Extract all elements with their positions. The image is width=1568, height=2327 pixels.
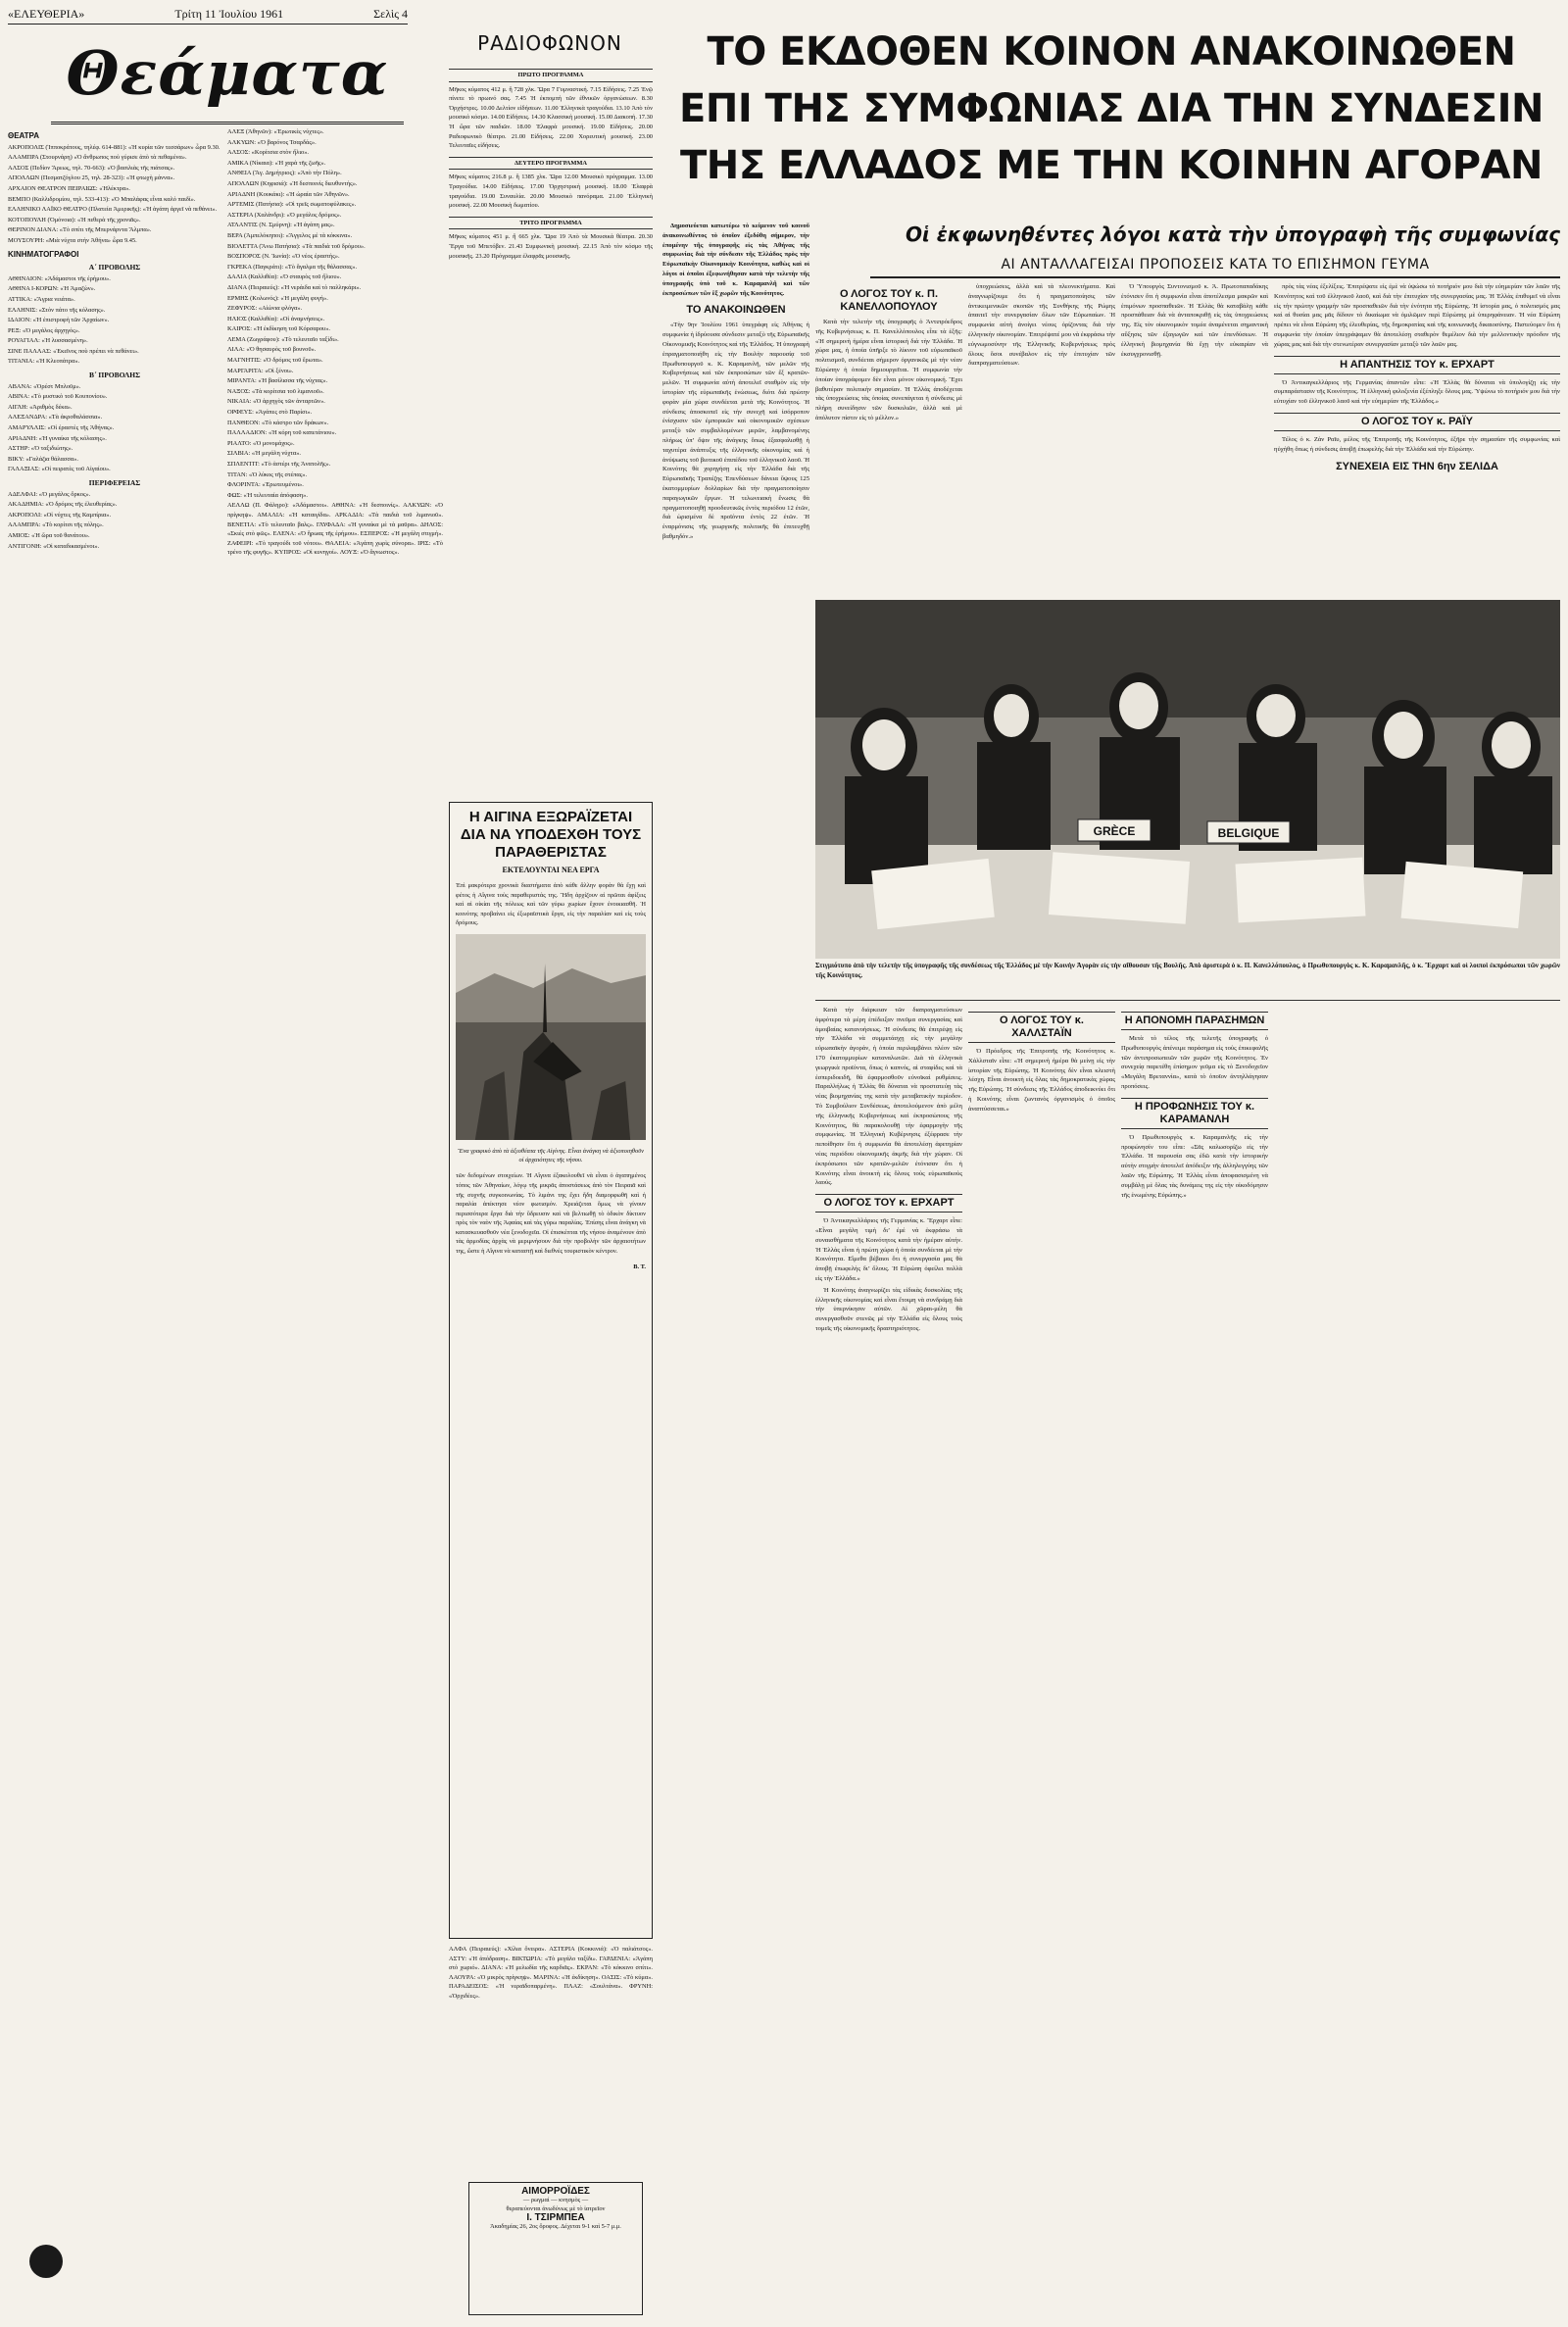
list-item: ΑΚΡΟΠΟΛΙΣ (Ἱπποκράτους, τηλέφ. 614-881): «Ἡ κυρία τῶν τεσσάρων» ὧρα 9.30. (8, 143, 220, 151)
list-item: ΚΑΙΡΟΣ: «Ἡ ἐκδίκηση τοῦ Κόρσαρου». (227, 325, 331, 333)
list-item: ΑΒΙΝΑ: «Τὸ μυστικὸ τοῦ Κουπονίου». (8, 393, 108, 401)
article-column-b (815, 1006, 962, 2319)
list-item: ΟΡΦΕΥΣ: «Ἀγάπες στὸ Παρίσι». (227, 409, 313, 417)
headline-line-2: ΕΠΙ ΤΗΣ ΣΥΜΦΩΝΙΑΣ ΔΙΑ ΤΗΝ ΣΥΝΔΕΣΙΝ (679, 86, 1544, 131)
list-item: ΝΑΞΟΣ: «Τὰ κορίτσια τοῦ λιμανιοῦ». (227, 387, 324, 395)
kanellopoulos-text: Κατὰ τὴν τελετὴν τῆς ὑπογραφῆς ὁ Ἀντιπρόεδρος τῆς Κυβερνήσεως κ. Π. Κανελλόπουλος εἶπε τὰ ἑξῆς: «Ἡ σημερινὴ ἡμέρα εἶναι ἱστορικὴ διὰ τὴν Ἑλλάδα. Ἡ χώρα μας, ἡ ὁποία ὑπῆρξε τὸ λίκνον τοῦ εὐρωπαϊκοῦ πολιτισμοῦ, συνδέεται σήμερον ὀργανικῶς μὲ τὴν νέαν Εὐρώπην ἡ ὁποία δημιουργεῖται. Ἡ συμφωνία τὴν ὁποίαν ὑπογράφομεν δὲν εἶναι μόνον οἰκονομική. Ἔχει βαθυτέραν πολιτικὴν σημασίαν. Ἡ Ἑλλὰς ἀποδέχεται τὰς ὑποχρεώσεις τὰς ὁποίας συνεπάγεται ἡ σύνδεσις μὲ πλήρη συνείδησιν τῶν δυσκολιῶν, ἀλλὰ καὶ μὲ ἀπόλυτον πίστιν εἰς τὸ μέλλον.» (815, 319, 962, 421)
list-item: ΑΤΛΑΝΤΙΣ (Ν. Σμύρνη): «Ἡ ἀγάπη μας». (227, 222, 335, 229)
list-item: ΣΠΛΕΝΤΙΤ: «Τὸ ἀστέρι τῆς Ἀνατολῆς». (227, 461, 331, 468)
erhard-heading: Ο ΛΟΓΟΣ ΤΟΥ κ. ΕΡΧΑΡΤ (815, 1194, 962, 1213)
list-item: ΔΑΛΙΑ (Καλλιθέα): «Ὁ σταυρὸς τοῦ ἥλιου». (227, 273, 342, 281)
headline-subdeck: ΑΙ ΑΝΤΑΛΛΑΓΕΙΣΑΙ ΠΡΟΠΟΣΕΙΣ ΚΑΤΑ ΤΟ ΕΠΙΣΗΜΟΝ ΓΕΥΜΑ (870, 253, 1560, 278)
ad-title: ΑΙΜΟΡΡΟΪΔΕΣ (521, 2186, 590, 2197)
kanellopoulos-heading: Ο ΛΟΓΟΣ ΤΟΥ κ. Π. ΚΑΝΕΛΛΟΠΟΥΛΟΥ (839, 288, 939, 313)
list-item: ΑΣΤΗΡ: «Ὁ ταξιδιώτης». (8, 445, 74, 453)
list-item: ΓΑΛΑΞΙΑΣ: «Οἱ πειρατὲς τοῦ Αἰγαίου». (8, 466, 111, 473)
article-column-a (662, 222, 809, 2319)
a-provoli-label: Α΄ ΠΡΟΒΟΛΗΣ (88, 263, 141, 272)
list-item: ΠΑΝΘΕΟΝ: «Τὸ κάστρο τῶν δράκων». (227, 419, 329, 426)
list-item: ΑΠΟΛΛΩΝ (Κηφισιά): «Ἡ δεσποινίς διευθυντής». (227, 179, 358, 187)
list-item: ΑΣΤΕΡΙΑ (Χαλάνδρι): «Ὁ μεγάλος δρόμος». (227, 211, 342, 219)
list-item: ΑΙΓΛΗ: «Ἀριθμὸς δέκα». (8, 403, 73, 411)
photo-caption: Στιγμιότυπο ἀπὸ τὴν τελετὴν τῆς ὑπογραφῆς τῆς συνδέσεως τῆς Ἑλλάδος μὲ τὴν Κοινὴν Ἀγορὰν εἰς τὴν αἴθουσαν τῆς Βουλῆς. Ἀπὸ ἀριστερὰ ὁ κ. Π. Κανελλόπουλος, ὁ Πρωθυπουργὸς κ. Κ. Καραμανλῆς, ὁ κ. Ἔρχαρτ καὶ οἱ λοιποὶ ἐκπρόσωποι τῶν χωρῶν τῆς Κοινότητος. (815, 961, 1560, 1001)
erhard-text: Ὁ Ἀντικαγκελλάριος τῆς Γερμανίας κ. Ἔρχαρτ εἶπε: «Εἶναι μεγάλη τιμὴ δι’ ἐμὲ νὰ ἐκφράσω τὰ συναισθήματα τῆς Κοινότητος κατὰ τὴν ἡμέραν αὐτήν. Ἡ Ἑλλὰς εἶναι ἡ πρώτη χώρα ἡ ὁποία συνδέεται μὲ τὴν Κοινότητα. Εἴμεθα βέβαιοι ὅτι ἡ συνεργασία μας θὰ ἀποβῇ ἐπωφελὴς δι’ ὅλους. Ἡ Εὐρώπη ὀφείλει πολλὰ εἰς τὴν Ἑλλάδα.» (815, 1217, 962, 1282)
list-item: ΡΟΥΑΓΙΑΛ: «Ἡ λυσσασμένη». (8, 337, 88, 345)
list-item: ΑΝΤΙΓΟΝΗ: «Οἱ καταδικασμένοι». (8, 542, 100, 550)
article-text: ὑποχρεώσεις, ἀλλὰ καὶ τὰ πλεονεκτήματα. Καὶ ἀναγνωρίζουμε ὅτι ἡ πραγματοποίησις τῶν ἀντικειμενικῶν σκοπῶν τῆς Συνθήκης τῆς Ρώμης ἀπαιτεῖ τὴν συνεργασίαν ὅλων τῶν Εὐρωπαίων. Ἡ συμφωνία αὐτὴ ἀνοίγει νέους ὁρίζοντας διὰ τὴν ἑλληνικὴν οἰκονομίαν. Ἐπιτρέψατέ μου νὰ ἐκφράσω τὴν εὐγνωμοσύνην τῆς Ἑλληνικῆς Κυβερνήσεως πρὸς ὅλους ὅσοι συνέβαλον εἰς τὴν ἐπιτυχίαν τῶν διαπραγματεύσεων. (968, 283, 1115, 368)
list-item: ΔΙΑΝΑ (Πειραιεύς): «Ἡ νεράιδα καὶ τὸ παλληκάρι». (227, 283, 362, 291)
listings-column-1 (8, 127, 221, 2319)
theamata-title: Θεάματα (66, 36, 389, 109)
list-item: ΑΝΘΕΙΑ (Ἅγ. Δημήτριος): «Ἀπὸ τὴν Πόλη». (227, 170, 342, 177)
list-item: ΣΙΝΕ ΠΑΛΛΑΣ: «Ἐκεῖνος ποὺ πρέπει νὰ πεθάνει». (8, 347, 139, 355)
list-item: ΒΟΣΠΟΡΟΣ (Ν. Ἰωνία): «Ὁ νέος ἐραστής». (227, 253, 340, 261)
second-program-text: Μῆκος κύματος 216.8 μ. ἢ 1385 χλκ. Ὥρα 12.00 Μουσικὸ πρόγραμμα. 13.00 Τραγούδια. 14.00 Εἰδήσεις. 17.00 Ὀρχηστρικὴ μουσική. 18.00 Ἐλαφρὰ τραγούδια. 19.00 Συναυλία. 20.00 Μουσικὸ πανόραμα. 21.00 Ἑλληνικὴ μουσική. 22.00 Μουσικὴ δωματίου. (449, 173, 653, 210)
aigina-text-2: τῶν δεδομένων στοιχείων. Ἡ Αἴγινα ἐξακολουθεῖ νὰ εἶναι ὁ ἀγαπημένος τόπος τῶν Ἀθηναίων, λόγῳ τῆς μικρᾶς ἀποστάσεως ἀπὸ τὸν Πειραιᾶ καὶ τῆς συχνῆς συγκοινωνίας. Τὸ λιμάνι της ἔχει ἤδη διαμορφωθῆ καὶ ἡ παραλία ἀπέκτησε νέον φωτισμόν. Χρειάζεται ὅμως νὰ γίνουν περισσότερα ἔργα διὰ τὴν ὕδρευσιν καὶ νὰ βελτιωθῇ τὸ ὁδικὸν δίκτυον πρὸς τὸν ναὸν τῆς Ἀφαίας καὶ τὰς γύρω παραλίας. Ἐπίσης εἶναι ἀνάγκη νὰ κατασκευασθοῦν νέα ξενοδοχεῖα. Οἱ ἐπισκέπται τῆς νήσου ἀναμένουν ἀπὸ τὰς ἁρμοδίας ἀρχὰς νὰ μεριμνήσουν διὰ τὴν προβολὴν τῶν ἀρχαιοτήτων της, ὥστε ἡ Αἴγινα νὰ καταστῇ καὶ διεθνὲς τουριστικὸν κέντρον. (456, 1172, 646, 1256)
theatra-label: ΘΕΑΤΡΑ (8, 131, 40, 140)
periferia-list (8, 490, 221, 552)
list-item: ΑΘΗΝΑ Ι-ΚΟΡΩΝ: «Ἡ Ἀμαζών». (8, 285, 96, 293)
ad-line-2: θεραπεύονται ἀνωδύνως μὲ τὸ ἰατρεῖον (506, 2205, 606, 2212)
third-program-text: Μῆκος κύματος 451 μ. ἢ 665 χλκ. Ὥρα 19 Ἀπὸ τὰ Μουσικὰ θέατρα. 20.30 Ἔργα τοῦ Μπετόβεν. 21.43 Συμφωνικὴ μουσική. 22.15 Ἀπὸ τὸν κόσμο τῆς μουσικῆς. 23.20 Πρόγραμμα ἐλαφρᾶς μουσικῆς. (449, 233, 653, 260)
list-item: ΕΛΛΗΝΙΣ: «Στὸν πάτο τῆς κόλασης». (8, 306, 106, 314)
list-item: ΚΟΤΟΠΟΥΛΗ (Ὀμόνοια): «Ἡ πεθερὰ τῆς χρονιᾶς». (8, 216, 141, 223)
communique-text: «Τὴν 9ην Ἰουλίου 1961 ὑπεγράφη εἰς Ἀθήνας ἡ συμφωνία ἡ ἱδρύουσα σύνδεσιν μεταξὺ τῆς Εὐρωπαϊκῆς Οἰκονομικῆς Κοινότητος καὶ τῆς Ἑλλάδος. Ἡ ὑπογραφὴ ἐπραγματοποιήθη εἰς τὴν Βουλὴν παρουσίᾳ τοῦ Πρωθυπουργοῦ κ. Κ. Καραμανλῆ, τῶν μελῶν τῆς Κυβερνήσεως καὶ τῶν ἐκπροσώπων τῶν ἓξ κρατῶν-μελῶν. Ἡ συμφωνία αὐτὴ ἀποτελεῖ σταθμὸν εἰς τὴν ἱστορίαν τῆς εὐρωπαϊκῆς ἑνώσεως, διότι διὰ πρώτην φορὰν μία χώρα συνδέεται μετὰ τῆς Κοινότητος. Ἡ σύνδεσις ἀποσκοπεῖ εἰς τὴν συνεχῆ καὶ ἰσόρροπον ἐνίσχυσιν τῶν ἐμπορικῶν καὶ οἰκονομικῶν σχέσεων μεταξὺ τῶν συμβαλλομένων μερῶν, λαμβανομένης πλήρως ὑπ’ ὄψιν τῆς ἀνάγκης ὅπως ἐξασφαλισθῇ ἡ ταχυτέρα ἀνάπτυξις τῆς ἑλληνικῆς οἰκονομίας καὶ ἡ ἀνύψωσις τοῦ βιοτικοῦ ἐπιπέδου τοῦ ἑλληνικοῦ λαοῦ. Ἡ Κοινότης θὰ χορηγήσῃ εἰς τὴν Ἑλλάδα διὰ τῆς Εὐρωπαϊκῆς Τραπέζης Ἐπενδύσεων δάνεια ὕψους 125 ἑκατομμυρίων δολλαρίων διὰ τὴν πραγματοποίησιν παραγωγικῶν ἔργων. Ἡ τελωνειακὴ ἕνωσις θὰ πραγματοποιηθῇ προοδευτικῶς ἐντὸς περιόδου 12 ἐτῶν, διὰ ὡρισμένα δὲ προϊόντα ἐντὸς 22 ἐτῶν. Ἡ ἐναρμόνισις τῆς γεωργικῆς πολιτικῆς θὰ ἐπιτευχθῇ βαθμηδόν.» (662, 322, 809, 540)
list-item: ΦΛΟΡΙΝΤΑ: «Ἐρωτευμένοι». (227, 481, 304, 489)
list-item: ΒΕΡΑ (Ἀμπελόκηποι): «Ἄγγελος μὲ τὰ κόκκινα». (227, 231, 353, 239)
list-item: ΘΕΡΙΝΟΝ ΔΙΑΝΑ: «Τὸ σπίτι τῆς Μπερνάρντα Ἄλμπα». (8, 226, 152, 234)
list-item: ΝΙΚΑΙΑ: «Ὁ ἀρχηγὸς τῶν ἀνταρτῶν». (227, 398, 325, 406)
list-item: ΙΔΑΙΟΝ: «Ἡ ἐπιστροφὴ τῶν Ἀρχαίων». (8, 317, 110, 324)
rey-text: Τέλος ὁ κ. Ζὰν Ραῖυ, μέλος τῆς Ἐπιτροπῆς τῆς Κοινότητος, ἐξῆρε τὴν σημασίαν τῆς συμφωνίας καὶ ηὐχήθη ὅπως ἡ σύνδεσις ἀποβῇ ἐπωφελὴς διὰ τὴν Ἑλλάδα καὶ τὴν Εὐρώπην. (1274, 435, 1560, 453)
article-text: Ἡ Κοινότης ἀναγνωρίζει τὰς εἰδικὰς δυσκολίας τῆς ἑλληνικῆς οἰκονομίας καὶ εἶναι ἕτοιμη νὰ συνδράμῃ διὰ τὴν ὑπερνίκησιν αὐτῶν. Αἱ χῶραι-μέλη θὰ συνεργασθοῦν στενῶς μὲ τὴν Ἑλλάδα εἰς ὅλους τοὺς τομεῖς τῆς οἰκονομικῆς δραστηριότητος. (815, 1286, 962, 1332)
aigina-subtitle: ΕΚΤΕΛΟΥΝΤΑΙ ΝΕΑ ΕΡΓΑ (502, 866, 600, 874)
list-item: ΣΙΛΒΙΑ: «Ἡ μεγάλη νύχτα». (227, 450, 302, 458)
list-item: ΑΚΡΟΠΟΛΙ: «Οἱ νύχτες τῆς Καμπίρια». (8, 511, 112, 519)
article-column-d-top (1121, 282, 1268, 598)
b-provoli-label: Β΄ ΠΡΟΒΟΛΗΣ (88, 371, 141, 380)
place-card-greece: GRÈCE (1093, 824, 1136, 838)
hallstein-text: Ὁ Πρόεδρος τῆς Ἐπιτροπῆς τῆς Κοινότητος κ. Χάλλσταϊν εἶπε: «Ἡ σημερινὴ ἡμέρα θὰ μείνῃ εἰς τὴν ἱστορίαν τῆς Εὐρώπης. Ἡ Κοινότης δὲν εἶναι κλειστὴ λέσχη. Εἶναι ἀνοικτὴ εἰς ὅλας τὰς δημοκρατικὰς χώρας τῆς Εὐρώπης. Ἡ σύνδεσις τῆς Ἑλλάδος ἀποδεικνύει ὅτι ἡ Κοινότης εἶναι ζωντανὸς ὀργανισμὸς ὁ ὁποῖος ἀναπτύσσεται.» (968, 1048, 1115, 1113)
list-item: ΛΕΜΑ (Ζωγράφου): «Τὸ τελευταῖο ταξίδι». (227, 335, 339, 343)
aigina-title: Η ΑΙΓΙΝΑ ΕΞΩΡΑΪΖΕΤΑΙ ΔΙΑ ΝΑ ΥΠΟΔΕΧΘΗ ΤΟΥΣ ΠΑΡΑΘΕΡΙΣΤΑΣ (460, 809, 642, 861)
list-item: ΑΚΑΔΗΜΙΑ: «Ὁ δρόμος τῆς ἐλευθερίας». (8, 501, 118, 509)
list-item: ΤΙΤΑΝ: «Ὁ λύκος τῆς στέπας». (227, 470, 308, 478)
first-program-label: ΠΡΩΤΟ ΠΡΟΓΡΑΜΜΑ (449, 69, 653, 82)
list-item: ΑΛΦΑ (Πειραιεύς): «Χίλια ὄνειρα». ΑΣΤΕΡΙΑ (Κοκκινιά): «Ὁ παλιάτσος». ΑΣΤΥ: «Ἡ ἀπόδραση». ΒΙΚΤΩΡΙΑ: «Τὸ μεγάλο ταξίδι». ΓΑΡΔΕΝΙΑ: «Ἀγάπη στὸ χωριό». ΔΙΑΝΑ: «Ἡ μελωδία τῆς καρδιᾶς». ΕΚΡΑΝ: «Τὸ κόκκινο σπίτι». ΛΑΟΥΡΑ: «Ὁ μικρὸς πρίγκηψ». ΜΑΡΙΝΑ: «Ἡ ἐκδίκηση». ΟΑΣΙΣ: «Τὸ κύμα». ΠΑΡΑΔΕΙΣΟΣ: «Ἡ νεραϊδοπαρμένη». ΠΛΑΖ: «Σουλτάνα». ΦΡΥΝΗ: «Ὀρχιδέες». (449, 1946, 653, 2000)
ad-line-1: — ρωγμαί — κνησμὸς — (522, 2197, 589, 2203)
list-item: ΗΛΙΟΣ (Καλλιθέα): «Οἱ ἀναμνήσεις». (227, 315, 325, 322)
list-item: ΒΕΜΠΟ (Καλλιδρομίου, τηλ. 533-413): «Ὁ Μπαλάφας εἶναι καλό παιδί». (8, 195, 196, 203)
communique-heading: ΤΟ ΑΝΑΚΟΙΝΩΘΕΝ (686, 304, 786, 317)
list-item: ΜΑΡΓΑΡΙΤΑ: «Οἱ ξένοι». (227, 367, 294, 374)
list-item: ΑΛΚΥΩΝ: «Ὁ βαρόνος Τσαρδάς». (227, 138, 317, 146)
issue-date: Τρίτη 11 Ἰουλίου 1961 (174, 6, 284, 21)
hallstein-heading: Ο ΛΟΓΟΣ ΤΟΥ κ. ΧΑΛΛΣΤΑΪΝ (968, 1012, 1115, 1043)
a-provoli-list (8, 274, 221, 367)
headline-deck: Οἱ ἐκφωνηθέντες λόγοι κατὰ τὴν ὑπογραφὴ τῆς συμφωνίας (906, 223, 1560, 246)
listings-column-2 (227, 127, 443, 2319)
radio-column (449, 63, 653, 796)
list-item: ΦΩΣ: «Ἡ τελευταία ἀπόφαση». (227, 491, 308, 499)
list-item: ΑΡΧΑΙΟΝ ΘΕΑΤΡΟΝ ΠΕΙΡΑΙΩΣ: «Ἡλέκτρα». (8, 184, 130, 192)
aigina-landscape-photo (456, 934, 646, 1140)
cinema-label: ΚΙΝΗΜΑΤΟΓΡΑΦΟΙ (8, 249, 79, 259)
article-column-b-top (815, 282, 962, 598)
list-item: ΠΑΛΛΑΔΙΟΝ: «Ἡ κόρη τοῦ καπετάνιου». (227, 429, 337, 437)
first-program-text: Μῆκος κύματος 412 μ. ἢ 728 χλκ. Ὥρα 7 Γυμναστική. 7.15 Εἰδήσεις. 7.25 Ἐνῷ πίνετε τὸ πρωινό σας. 7.45 Ἡ ἐκπομπὴ τῶν ἐθνικῶν ὀργανώσεων. 8.30 Ὀρχήστρες. 10.00 Δελτίον εἰδήσεων. 11.00 Ἑλληνικὰ τραγούδια. 13.10 Ἀπὸ τὸν μουσικὸ κόσμο. 14.00 Εἰδήσεις. 14.30 Κλασσικὴ μουσική. 15.00 Διακοπή. 17.30 Ἡ ὥρα τῶν παιδιῶν. 18.00 Ἐλαφρὰ μουσική. 19.00 Εἰδήσεις. 20.00 Ραδιοφωνικὸ θέατρο. 21.00 Εἰδήσεις. 22.00 Χορευτικὴ μουσική. 23.00 Τελευταῖες εἰδήσεις. (449, 85, 653, 150)
headline-line-1: ΤΟ ΕΚΔΟΘΕΝ ΚΟΙΝΟΝ ΑΝΑΚΟΙΝΩΘΕΝ (707, 29, 1516, 74)
article-column-e (1274, 282, 1560, 2319)
list-item: ΤΙΤΑΝΙΑ: «Ἡ Κλεοπάτρα». (8, 358, 80, 366)
periferia-label: ΠΕΡΙΦΕΡΕΙΑΣ (88, 478, 141, 487)
aigina-text-1: Ἐπὶ μακρότερα χρονικὰ διαστήματα ἀπὸ κάθε ἄλλην φορὰν θὰ ἔχῃ καὶ φέτος ἡ Αἴγινα τοὺς παραθεριστάς της. Ἤδη ἀρχίζουν αἱ πρῶται ἀφίξεις καὶ αἱ οἰκίαι τῆς πόλεως καὶ τῶν γύρω χωρίων ἔχουν ἐνοικιασθῆ. Ἡ κοινότης προβαίνει εἰς ἐξωραϊστικὰ ἔργα, εἰς τὴν παραλίαν καὶ εἰς τοὺς δρόμους. (456, 881, 646, 927)
main-headline (662, 24, 1560, 216)
continued-note: ΣΥΝΕΧΕΙΑ ΕΙΣ ΤΗΝ 6ην ΣΕΛΙΔΑ (1336, 460, 1498, 472)
list-item: ΖΕΦΥΡΟΣ: «Αἰώνια φλόγα». (227, 305, 303, 313)
aigina-article (449, 802, 653, 1939)
list-item: ΡΕΞ: «Ὁ μεγάλος ἀρχηγός». (8, 326, 80, 334)
aigina-photo-caption: Ἕνα γραφικὸ ἀπὸ τὰ ἀξιοθέατα τῆς Αἰγίνης. Εἶναι ἀνάγκη νὰ ἀξιοποιηθοῦν οἱ ἀρχαιότητες τῆς νήσου. (457, 1147, 644, 1164)
list-item: ΑΜΙΚΑ (Νίκαια): «Ἡ χαρὰ τῆς ζωῆς». (227, 159, 326, 167)
list-item: ΜΑΓΝΗΤΙΣ: «Ὁ δρόμος τοῦ ἔρωτα». (227, 357, 323, 365)
place-card-belgique: BELGIQUE (1217, 826, 1280, 840)
ad-line-3: Ἀκαδημίας 26, 2ος ὄροφος. Δέχεται 9-1 καὶ 5-7 μ.μ. (490, 2223, 621, 2230)
article-column-c-top (968, 282, 1115, 598)
list-item: ΑΛΕΞ (Ἀθηνῶν): «Ἐρωτικὲς νύχτες». (227, 128, 324, 135)
list-item: ΑΕΛΛΩ (Π. Φάληρο): «Ἀδάμαστοι». ΑΘΗΝΑ: «Ἡ δεσποινίς». ΑΛΚΥΩΝ: «Ὁ πρίγκηψ». ΑΜΑΛΙΑ: «Ἡ καταιγίδα». ΑΡΚΑΔΙΑ: «Τὰ παιδιὰ τοῦ λιμανιοῦ». ΒΕΝΕΤΙΑ: «Τὸ τελευταῖο βαλς». ΓΛΥΦΑΔΑ: «Ἡ γυναίκα μὲ τὰ μαῦρα». ΔΗΛΟΣ: «Σκιὲς στὸ φῶς». ΕΛΕΝΑ: «Ὁ ἥρωας τῆς ἐρήμου». ΕΣΠΕΡΟΣ: «Ἡ μεγάλη στιγμή». ΖΑΦΕΙΡΙ: «Τὸ τραγούδι τοῦ νότου». ΘΑΛΕΙΑ: «Ἀγάπη χωρὶς σύνορα». ΙΡΙΣ: «Τὸ τρένο τῆς φυγῆς». ΚΥΠΡΟΣ: «Οἱ κυνηγοί». ΛΟΥΞ: «Ὁ ἄγνωστος». (227, 502, 443, 557)
list-item: ΕΛΛΗΝΙΚΟ ΛΑΪΚΟ ΘΕΑΤΡΟ (Πλατεία Ἀμερικῆς): «Ἡ ἀγάπη ἀργεῖ νὰ πεθάνει». (8, 206, 218, 214)
listings-column-3-bottom (449, 1945, 653, 2176)
article-text: πρὸς τὰς νέας ἐξελίξεις. Ἐπιτρέψατε εἰς ἐμὲ νὰ ὑψώσω τὸ ποτήριόν μου διὰ τὴν εὐημερίαν τῶν λαῶν τῆς Κοινότητος καὶ τοῦ ἑλληνικοῦ λαοῦ, καὶ διὰ τὴν ἐπιτυχίαν τῆς συνεργασίας μας. Ἡ Ἑλλὰς ἐπιθυμεῖ νὰ εἶναι εἰς τὴν πρώτην γραμμὴν τῶν προσπαθειῶν διὰ τὴν ἑνότητα τῆς Εὐρώπης. Ἡ ἱστορία μας, ὁ πολιτισμός μας καὶ αἱ θυσίαι μας μᾶς δίδουν τὸ δικαίωμα νὰ ὁμιλῶμεν περὶ Εὐρώπης μὲ ὑπερηφάνειαν. Ἡ νέα Εὐρώπη πρέπει νὰ εἶναι Εὐρώπη τῆς ἐλευθερίας, τῆς δημοκρατίας καὶ τῆς κοινωνικῆς δικαιοσύνης. Πιστεύομεν ὅτι ἡ συμφωνία τὴν ὁποίαν ὑπεγράψαμεν θὰ ἀποτελέσῃ σταθερὸν θεμέλιον διὰ τὴν μελλοντικὴν πρόοδον τῆς χώρας μας καὶ διὰ τὴν στενωτέραν συνεργασίαν μεταξὺ τῶν λαῶν μας. (1274, 283, 1560, 348)
list-item: ΑΘΗΝΑΙΟΝ: «Ἀδάμαστοι τῆς ἐρήμου». (8, 274, 111, 282)
theamata-heading (51, 24, 404, 124)
erhard-reply-text: Ὁ Ἀντικαγκελλάριος τῆς Γερμανίας ἀπαντῶν εἶπε: «Ἡ Ἑλλὰς θὰ δύναται νὰ ὑπολογίζῃ εἰς τὴν συμπαράστασιν τῆς Κοινότητος. Ἡ ἑλληνικὴ φιλοξενία ἐξέπληξε ὅλους μας. Ὑψώνω τὸ ποτήριόν μου διὰ τὴν εὐτυχίαν τοῦ ἑλληνικοῦ λαοῦ καὶ τὴν εὐημερίαν τῆς Ἑλλάδος.» (1274, 378, 1560, 406)
article-text: Κατὰ τὴν διάρκειαν τῶν διαπραγματεύσεων ἀμφότερα τὰ μέρη ἐπέδειξαν πνεῦμα συνεργασίας καὶ ἀμοιβαίας κατανοήσεως. Ἡ σύνδεσις θὰ ἐπιτρέψῃ εἰς τὴν Ἑλλάδα νὰ συμμετάσχῃ εἰς τὴν μεγάλην εὐρωπαϊκὴν ἀγοράν, ἡ ὁποία περιλαμβάνει πλέον τῶν 170 ἑκατομμυρίων καταναλωτῶν. Διὰ τὰ ἑλληνικὰ γεωργικὰ προϊόντα, ὅπως ὁ καπνός, αἱ σταφίδες καὶ τὰ ἐσπεριδοειδῆ, θὰ ἐφαρμοσθοῦν εὐνοϊκαὶ ρυθμίσεις. Παραλλήλως ἡ Ἑλλὰς θὰ δύναται νὰ προστατεύῃ τὰς νέας βιομηχανίας της κατὰ τὴν μεταβατικὴν περίοδον. Τὸ Συμβούλιον Συνδέσεως, ἀποτελούμενον ἀπὸ μέλη τῆς ἑλληνικῆς Κυβερνήσεως καὶ ἐκπροσώπους τῆς Κοινότητος, θὰ παρακολουθῇ τὴν ἐφαρμογὴν τῆς συμφωνίας. Ἡ Ἑλληνικὴ Κυβέρνησις ἐξέφρασε τὴν πεποίθησιν ὅτι ἡ συμφωνία θὰ ἀποτελέσῃ ἀφετηρίαν νέας περιόδου οἰκονομικῆς ἀκμῆς διὰ τὴν χώραν. Οἱ ἐκπρόσωποι τῶν κρατῶν-μελῶν ἐτόνισαν ὅτι ἡ Κοινότης εἶναι ἀνοικτὴ εἰς ὅλους τοὺς εὐρωπαϊκοὺς λαούς. (815, 1007, 962, 1187)
list-item: ΑΔΕΛΦΑΙ: «Ὁ μεγάλος ὅρκος». (8, 490, 91, 498)
list-item: ΜΟΥΣΟΥΡΗ: «Μιὰ νύχτα στὴν Ἀθήνα» ὧρα 9.45. (8, 236, 137, 244)
page-number: Σελὶς 4 (373, 6, 408, 21)
theatra-list (8, 143, 221, 246)
list-item: ΑΛΑΜΠΡΑ (Στουρνάρη) «Ὁ ἄνθρωπος ποὺ γύρισε ἀπὸ τὰ πεθαμένα». (8, 154, 187, 162)
list-item: ΑΛΕΞΑΝΔΡΑ: «Τὰ ἀκροθαλάσσια». (8, 414, 103, 421)
erhard-reply-heading: Η ΑΠΑΝΤΗΣΙΣ ΤΟΥ κ. ΕΡΧΑΡΤ (1274, 356, 1560, 374)
article-text: Ὁ Ὑπουργὸς Συντονισμοῦ κ. Ἀ. Πρωτοπαπαδάκης ἐτόνισεν ὅτι ἡ συμφωνία εἶναι ἀποτέλεσμα μακρῶν καὶ ἐπιμόνων προσπαθειῶν. Ἡ Ἑλλὰς θὰ καταβάλῃ κάθε προσπάθειαν διὰ νὰ ἀνταποκριθῇ εἰς τὰς ὑποχρεώσεις της. Εἰς τὸν οἰκονομικὸν τομέα ἀναμένεται σημαντικὴ αὔξησις τῶν ἐξαγωγῶν καὶ τῶν ἐπενδύσεων. Ἡ ἑλληνικὴ βιομηχανία θὰ ἔχῃ τὴν εὐκαιρίαν νὰ ἐκσυγχρονισθῇ. (1121, 283, 1268, 358)
list-item: ΕΡΜΗΣ (Κολωνός): «Ἡ μεγάλη φυγή». (227, 294, 328, 302)
article-intro: Δημοσιεύεται κατωτέρω τὸ κείμενον τοῦ κοινοῦ ἀνακοινωθέντος τὸ ὁποῖον ἐξεδόθη σήμερον, τὴν ἐπομένην τῆς ὑπογραφῆς εἰς τὰς Ἀθήνας τῆς συμφωνίας διὰ τὴν σύνδεσιν τῆς Ἑλλάδος πρὸς τὴν Εὐρωπαϊκὴν Οἰκονομικὴν Κοινότητα, καθὼς καὶ οἱ λόγοι οἱ ὁποῖοι ἐξεφωνήθησαν κατὰ τὴν τελετὴν τῆς ὑπογραφῆς ὑπὸ τοῦ κ. Καραμανλῆ καὶ τῶν ἐκπροσώπων τῶν ἓξ χωρῶν τῆς Κοινότητος. (662, 223, 809, 297)
list-item: ΑΠΟΛΛΩΝ (Πεσματζόγλου 25, τηλ. 28-323): «Ἡ φτωχὴ μάννα». (8, 174, 175, 182)
karamanlis-heading: Η ΠΡΟΦΩΝΗΣΙΣ ΤΟΥ κ. ΚΑΡΑΜΑΝΛΗ (1121, 1098, 1268, 1129)
list-item: ΑΛΣΟΣ: «Κορίτσια στὸν ἥλιο». (227, 149, 310, 157)
list-item: ΑΡΤΕΜΙΣ (Πατήσια): «Οἱ τρεῖς σωματοφύλακες». (227, 201, 357, 209)
list-item: ΒΙΟΛΕΤΤΑ (Ἄνω Πατήσια): «Τὰ παιδιὰ τοῦ δρόμου». (227, 242, 366, 250)
third-program-label: ΤΡΙΤΟ ΠΡΟΓΡΑΜΜΑ (449, 217, 653, 230)
list-item: ΑΜΙΟΣ: «Ἡ ὥρα τοῦ θανάτου». (8, 531, 90, 539)
list-item: ΒΙΚΥ: «Γαλάζια θάλασσα». (8, 455, 78, 463)
rey-heading: Ο ΛΟΓΟΣ ΤΟΥ κ. ΡΑΪΥ (1274, 413, 1560, 431)
karamanlis-text: Ὁ Πρωθυπουργὸς κ. Καραμανλῆς εἰς τὴν προφώνησίν του εἶπε: «Σᾶς καλωσορίζω εἰς τὴν Ἑλλάδα. Ἡ παρουσία σας ἐδῶ κατὰ τὴν ἱστορικὴν αὐτὴν στιγμὴν ἀποτελεῖ ἀπόδειξιν τῆς ἀλληλεγγύης τῶν λαῶν τῆς Εὐρώπης. Ἡ Ἑλλὰς εἶναι ἀποφασισμένη νὰ συμβάλῃ μὲ ὅλας τὰς δυνάμεις της εἰς τὴν οἰκοδόμησιν τῆς ἑνωμένης Εὐρώπης.» (1121, 1133, 1268, 1199)
headline-line-3: ΤΗΣ ΕΛΛΑΔΟΣ ΜΕ ΤΗΝ ΚΟΙΝΗΝ ΑΓΟΡΑΝ (679, 143, 1544, 188)
list-item: ΑΤΤΙΚΑ: «Ἄγρια νειάτα». (8, 295, 75, 303)
list-item: ΑΛΑΜΠΡΑ: «Τὸ κορίτσι τῆς πόλης». (8, 521, 104, 529)
list-item: ΑΛΣΟΣ (Πεδίον Ἄρεως, τηλ. 70-663): «Ὁ βασιλιὰς τῆς πιάτσας». (8, 164, 175, 172)
aponomi-text: Μετὰ τὸ τέλος τῆς τελετῆς ὑπογραφῆς ὁ Πρωθυπουργὸς ἀπένειμε παράσημα εἰς τοὺς ἐπικεφαλῆς τῶν ἀντιπροσωπειῶν τῶν χωρῶν τῆς Κοινότητος. Ἐν συνεχείᾳ παρετέθη ἐπίσημον γεῦμα εἰς τὸ Ξενοδοχεῖον «Μεγάλη Βρεταννία», κατὰ τὸ ὁποῖον ἀντηλλάγησαν προπόσεις. (1121, 1035, 1268, 1090)
list-item: ΑΡΙΑΔΝΗ: «Ἡ γυναίκα τῆς κόλασης». (8, 434, 107, 442)
list-item: ΑΡΙΑΔΝΗ (Κουκάκι): «Ἡ ὡραία τῶν Ἀθηνῶν». (227, 190, 350, 198)
aigina-signature: Β. Τ. (633, 1263, 646, 1271)
clinic-advertisement (468, 2182, 643, 2315)
list-item: ΛΙΛΑ: «Ὁ θησαυρὸς τοῦ βουνοῦ». (227, 346, 317, 354)
article-column-d (1121, 1006, 1268, 2319)
list-item: ΑΒΑΝΑ: «Ὀρέστ Μπλοῦμ». (8, 382, 81, 390)
ink-stain (29, 2245, 63, 2278)
ad-doctor-name: I. ΤΣΙΡΜΠΕΑ (526, 2212, 585, 2223)
aponomi-heading: Η ΑΠΟΝΟΜΗ ΠΑΡΑΣΗΜΩΝ (1121, 1012, 1268, 1030)
article-column-c (968, 1006, 1115, 2319)
list-item: ΑΜΑΡΥΛΛΙΣ: «Οἱ ἐραστὲς τῆς Ἀθήνας». (8, 424, 115, 432)
paper-name: «ΕΛΕΥΘΕΡΙΑ» (8, 6, 85, 21)
list-item: ΓΚΡΕΚΑ (Παγκράτι): «Τὸ ἄγαλμα τῆς θάλασσας». (227, 263, 358, 271)
masthead (8, 4, 408, 25)
b-provoli-list (8, 382, 221, 474)
second-program-label: ΔΕΥΤΕΡΟ ΠΡΟΓΡΑΜΜΑ (449, 157, 653, 171)
list-item: ΡΙΑΛΤΟ: «Ὁ μονομάχος». (227, 439, 295, 447)
radio-title: ΡΑΔΙΟΦΩΝΟΝ (477, 31, 622, 55)
list-item: ΜΙΡΑΝΤΑ: «Ἡ βασίλισσα τῆς νύχτας». (227, 377, 328, 385)
